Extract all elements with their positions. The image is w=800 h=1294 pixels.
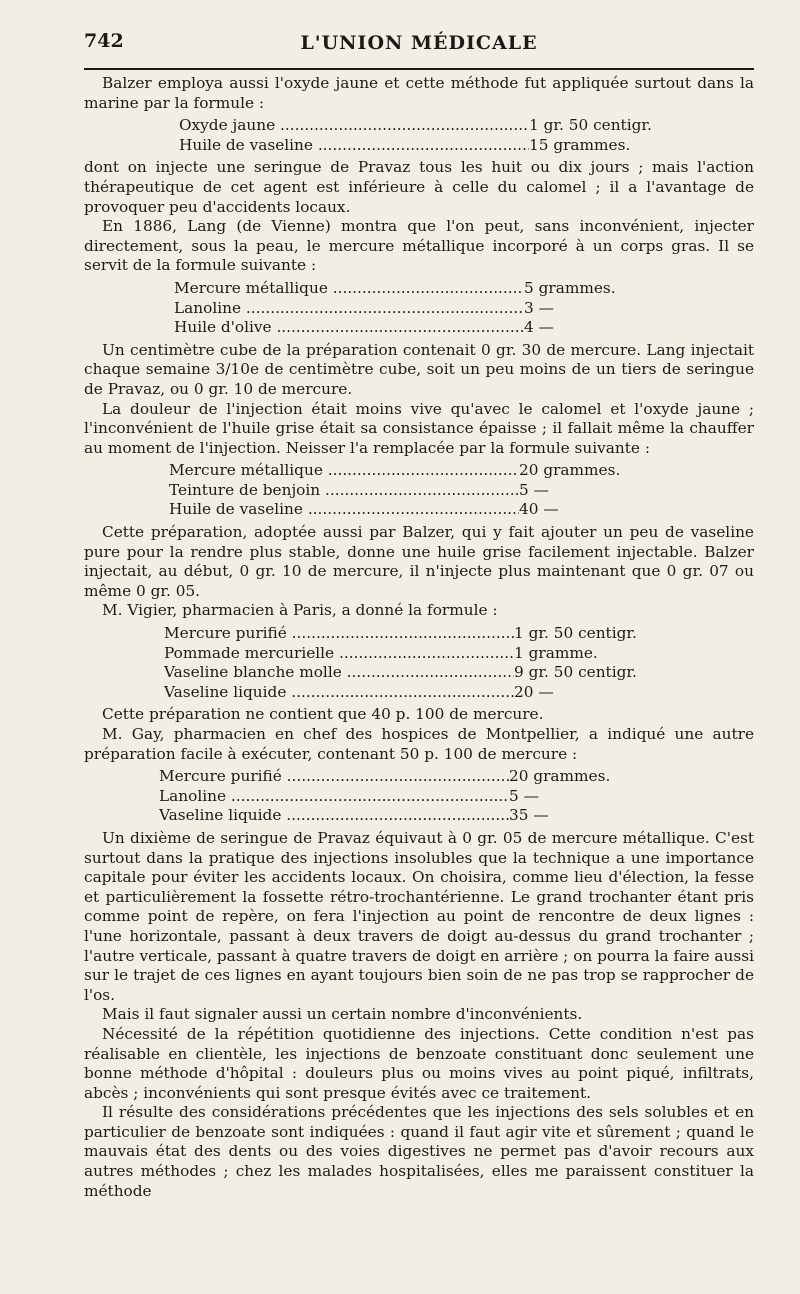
formula-quantity: 35 — — [509, 806, 549, 825]
formula-quantity: 20 grammes. — [509, 767, 611, 786]
formula-item: Huile de vaseline ..... — [169, 500, 519, 520]
formula-vigier — [164, 624, 754, 702]
paragraph: Nécessité de la répétition quotidienne des injections. Cette condition n'est pas réalisable en clientèle, les injections de benzoate constituant donc seulement une bonne méthode d'hôpital : douleurs plus ou moins vives au point piqué, infiltrats, abcès ; inconvénients qui sont presque évités avec ce traitement. — [84, 1024, 754, 1102]
formula-row — [174, 299, 754, 319]
formula-row — [169, 481, 754, 501]
paragraph: Cette préparation, adoptée aussi par Balzer, qui y fait ajouter un peu de vaseline pure pour la rendre plus stable, donne une huile grise facilement injectable. Balzer injectait, au début, 0 gr. 10 de mercure, il n'injecte plus maintenant que 0 gr. 07 ou même 0 gr. 05. — [84, 523, 754, 600]
formula-row — [159, 806, 754, 826]
paragraph: M. Gay, pharmacien en chef des hospices de Montpellier, a indiqué une autre préparation facile à exécuter, contenant 50 p. 100 de mercure : — [84, 725, 754, 763]
formula-row — [159, 787, 754, 807]
page-number: 742 — [84, 30, 124, 52]
formula-item: Huile d'olive ..... — [174, 318, 524, 338]
paragraph: Cette préparation ne contient que 40 p. 100 de mercure. — [102, 705, 544, 724]
paragraph: dont on injecte une seringue de Pravaz tous les huit ou dix jours ; mais l'action thérapeutique de cet agent est inférieure à celle du calomel ; il a l'avantage de provoquer peu d'accidents locaux. — [84, 158, 754, 216]
formula-neisser — [169, 461, 754, 520]
formula-quantity: 1 gr. 50 centigr. — [514, 624, 637, 643]
formula-item: Mercure métallique ..... — [169, 461, 519, 481]
formula-row — [169, 461, 754, 481]
formula-quantity: 20 — — [514, 682, 554, 701]
header-rule — [84, 68, 754, 70]
formula-item: Lanoline ..... — [159, 787, 509, 807]
formula-quantity: 9 gr. 50 centigr. — [514, 663, 637, 682]
formula-row — [179, 136, 754, 156]
formula-quantity: 15 grammes. — [529, 135, 631, 154]
formula-row — [164, 683, 754, 703]
formula-item: Mercure purifié ..... — [164, 624, 514, 644]
formula-row — [169, 500, 754, 520]
paragraph: M. Vigier, pharmacien à Paris, a donné la formule : — [102, 601, 498, 620]
formula-item: Vaseline blanche molle ..... — [164, 663, 514, 683]
paragraph: La douleur de l'injection était moins vive qu'avec le calomel et l'oxyde jaune ; l'inconvénient de l'huile grise était sa consistance épaisse ; il fallait même la chauffer au moment de l'injection. Neisser l'a remplacée par la formule suivante : — [84, 399, 754, 457]
formula-quantity: 40 — — [519, 500, 559, 519]
formula-row — [164, 624, 754, 644]
body-text — [84, 74, 754, 1201]
formula-row — [174, 279, 754, 299]
formula-row — [179, 116, 754, 136]
formula-lang — [174, 279, 754, 338]
formula-item: Pommade mercurielle ..... — [164, 644, 514, 664]
formula-item: Vaseline liquide ..... — [164, 683, 514, 703]
formula-item: Huile de vaseline ..... — [179, 136, 529, 156]
formula-row — [159, 767, 754, 787]
formula-oxyde-jaune — [179, 116, 754, 155]
formula-item: Oxyde jaune ..... — [179, 116, 529, 136]
page-header — [84, 30, 754, 64]
formula-row — [174, 318, 754, 338]
formula-item: Lanoline ..... — [174, 299, 524, 319]
running-title: L'UNION MÉDICALE — [300, 32, 538, 54]
formula-row — [164, 663, 754, 683]
formula-quantity: 20 grammes. — [519, 461, 621, 480]
paragraph: Un centimètre cube de la préparation contenait 0 gr. 30 de mercure. Lang injectait chaque semaine 3/10e de centimètre cube, soit un peu moins de un tiers de seringue de Pravaz, ou 0 gr. 10 de mercure. — [84, 340, 754, 398]
formula-row — [164, 644, 754, 664]
formula-item: Vaseline liquide ..... — [159, 806, 509, 826]
formula-item: Mercure purifié ..... — [159, 767, 509, 787]
formula-quantity: 3 — — [524, 298, 554, 317]
paragraph: Il résulte des considérations précédentes que les injections des sels solubles et en particulier de benzoate sont indiquées : quand il faut agir vite et sûrement ; quand le mauvais état des dents ou des voies digestives ne permet pas d'avoir recours aux autres méthodes ; chez les malades hospitalisées, elles me paraissent constituer la méthode — [84, 1103, 754, 1200]
paragraph: Balzer employa aussi l'oxyde jaune et cette méthode fut appliquée surtout dans la marine par la formule : — [84, 74, 754, 112]
formula-quantity: 5 — — [509, 786, 539, 805]
formula-quantity: 1 gramme. — [514, 643, 598, 662]
formula-quantity: 1 gr. 50 centigr. — [529, 116, 652, 135]
formula-item: Mercure métallique ..... — [174, 279, 524, 299]
formula-quantity: 4 — — [524, 318, 554, 337]
paragraph: Un dixième de seringue de Pravaz équivaut à 0 gr. 05 de mercure métallique. C'est surtout dans la pratique des injections insolubles que la technique a une importance capitale pour éviter les accidents locaux. On choisira, comme lieu d'élection, la fesse et particulièrement la fossette rétro-trochantérienne. Le grand trochanter étant pris comme point de repère, on fera l'injection au point de rencontre de deux lignes : l'une horizontale, passant à deux travers de doigt au-dessus du grand trochanter ; l'autre verticale, passant à quatre travers de doigt en arrière ; on pourra la faire aussi sur le trajet de ces lignes en ayant toujours bien soin de ne pas trop se rapprocher de l'os. — [84, 828, 754, 1004]
paragraph: En 1886, Lang (de Vienne) montra que l'on peut, sans inconvénient, injecter directement, sous la peau, le mercure métallique incorporé à un corps gras. Il se servit de la formule suivante : — [84, 217, 754, 275]
formula-quantity: 5 — — [519, 480, 549, 499]
formula-item: Teinture de benjoin ..... — [169, 481, 519, 501]
paragraph: Mais il faut signaler aussi un certain nombre d'inconvénients. — [102, 1005, 583, 1024]
formula-quantity: 5 grammes. — [524, 278, 616, 297]
formula-gay — [159, 767, 754, 826]
